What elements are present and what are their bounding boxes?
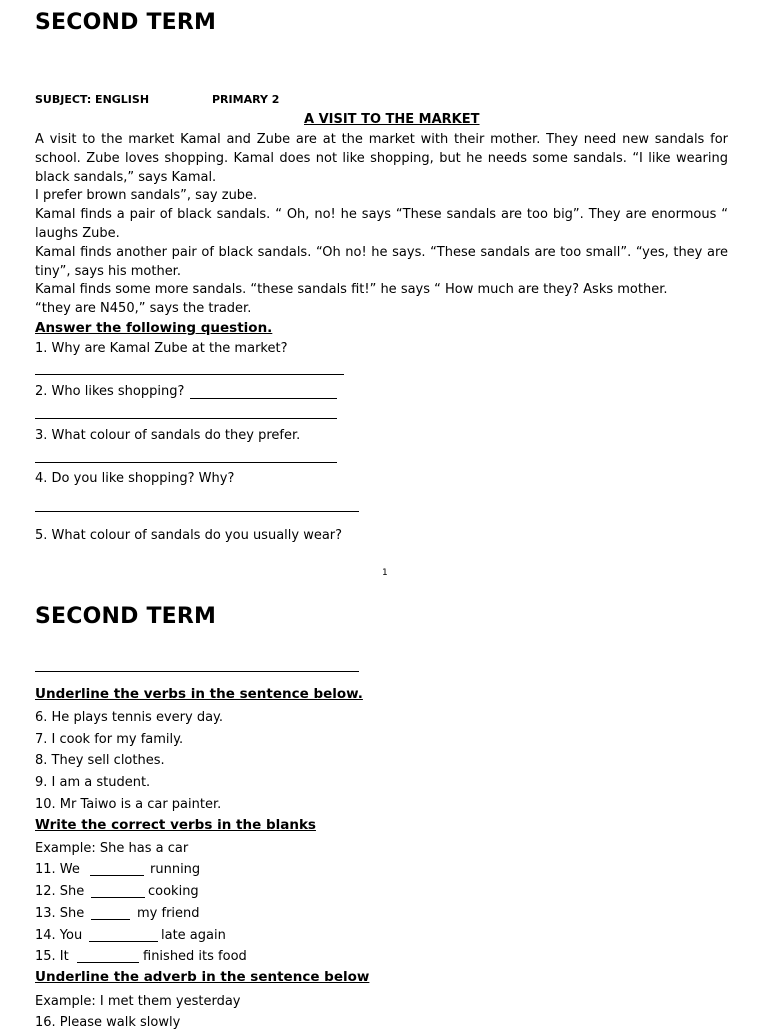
class-level-label: PRIMARY 2	[212, 93, 280, 106]
passage-paragraph: I prefer brown sandals”, say zube.	[35, 188, 258, 204]
passage-paragraph: “they are N450,” says the trader.	[35, 301, 252, 317]
subject-label: SUBJECT: ENGLISH	[35, 93, 150, 106]
page-title: SECOND TERM	[35, 10, 217, 35]
list-item-post: late again	[161, 928, 226, 943]
question-1: 1. Why are Kamal Zube at the market?	[35, 341, 288, 356]
blank-line[interactable]	[91, 897, 145, 898]
answer-line-2[interactable]	[35, 418, 337, 419]
blank-line[interactable]	[77, 962, 139, 963]
passage-paragraph: Kamal finds a pair of black sandals. “ Oh, no! he says “These sandals are too big”. They are enormous “ laughs Zube.	[35, 207, 728, 241]
correct-verbs-heading: Write the correct verbs in the blanks	[35, 817, 316, 833]
questions-heading: Answer the following question.	[35, 320, 273, 336]
example-line: Example: I met them yesterday	[35, 994, 241, 1009]
answer-line-4[interactable]	[35, 511, 359, 512]
adverb-heading: Underline the adverb in the sentence below	[35, 969, 370, 985]
reading-passage	[35, 131, 728, 319]
verbs-heading: Underline the verbs in the sentence below.	[35, 686, 363, 702]
list-item: 6. He plays tennis every day.	[35, 710, 224, 725]
list-item-post: my friend	[137, 906, 200, 921]
passage-paragraph: A visit to the market Kamal and Zube are at the market with their mother. They need new sandals for school. Zube loves shopping. Kamal does not like shopping, but he needs some sandals. “I like wearing black sandals,” says Kamal.	[35, 132, 728, 185]
list-item: 7. I cook for my family.	[35, 732, 184, 747]
example-line: Example: She has a car	[35, 841, 189, 856]
answer-line-1[interactable]	[35, 374, 344, 375]
answer-line-5[interactable]	[35, 671, 359, 672]
page-number: 1	[382, 568, 388, 578]
question-4: 4. Do you like shopping? Why?	[35, 471, 235, 486]
list-item-post: finished its food	[143, 949, 247, 964]
list-item-pre: 13. She	[35, 906, 85, 921]
list-item: 10. Mr Taiwo is a car painter.	[35, 797, 222, 812]
list-item-post: cooking	[148, 884, 199, 899]
list-item-pre: 12. She	[35, 884, 85, 899]
passage-title: A VISIT TO THE MARKET	[304, 112, 480, 127]
blank-line[interactable]	[91, 919, 130, 920]
passage-paragraph: Kamal finds another pair of black sandals. “Oh no! he says. “These sandals are too small”. “yes, they are tiny”, says his mother.	[35, 244, 728, 279]
page-title: SECOND TERM	[35, 604, 217, 629]
list-item-post: running	[150, 862, 201, 877]
question-2: 2. Who likes shopping?	[35, 384, 185, 399]
answer-line-2-inline[interactable]	[190, 398, 337, 399]
question-5: 5. What colour of sandals do you usually wear?	[35, 528, 343, 543]
list-item: 8. They sell clothes.	[35, 753, 165, 768]
blank-line[interactable]	[89, 941, 158, 942]
list-item: 9. I am a student.	[35, 775, 151, 790]
list-item-pre: 11. We	[35, 862, 80, 877]
answer-line-3[interactable]	[35, 462, 337, 463]
question-3: 3. What colour of sandals do they prefer.	[35, 428, 301, 443]
list-item-pre: 14. You	[35, 928, 83, 943]
list-item: 16. Please walk slowly	[35, 1015, 181, 1030]
blank-line[interactable]	[90, 875, 144, 876]
passage-paragraph: Kamal finds some more sandals. “these sandals fit!” he says “ How much are they? Asks mother.	[35, 282, 668, 298]
list-item-pre: 15. It	[35, 949, 69, 964]
